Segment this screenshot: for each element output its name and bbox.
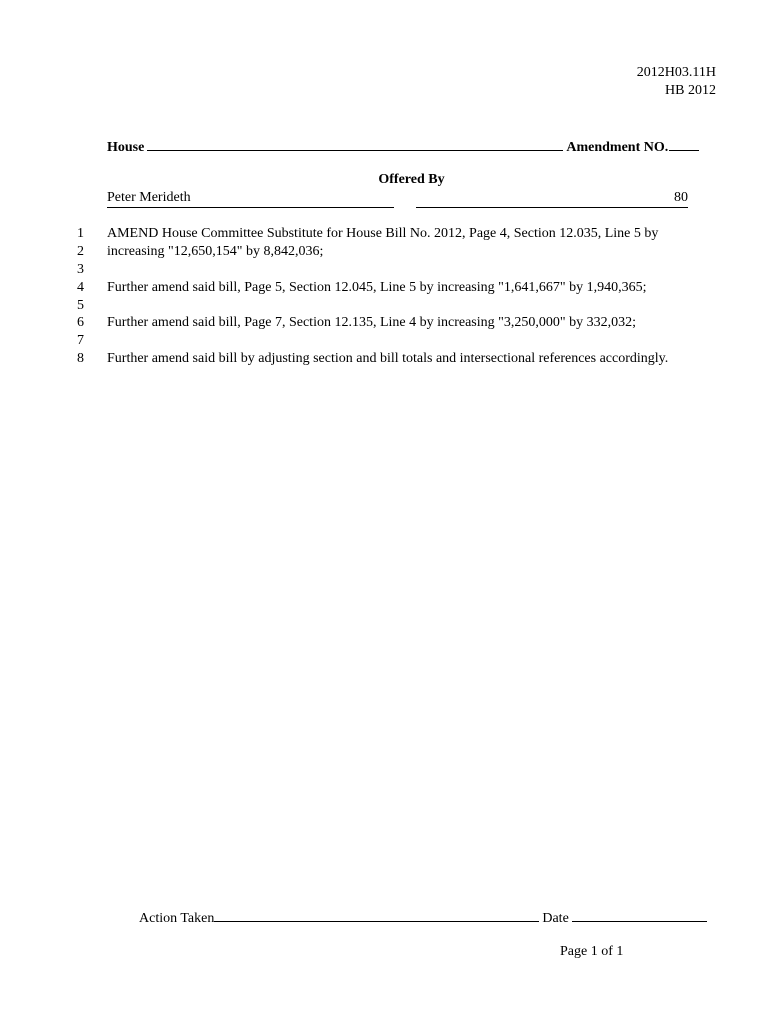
action-taken-line: [139, 907, 707, 928]
amendment-line: Further amend said bill by adjusting section and bill totals and intersectional references accordingly.: [107, 351, 669, 366]
offered-by-label: Offered By: [378, 172, 445, 187]
action-taken-blank: [214, 907, 539, 922]
amendment-header-line: [107, 136, 699, 157]
amendment-line: increasing "12,650,154" by 8,842,036;: [107, 244, 324, 259]
line-number: 5: [77, 298, 84, 313]
house-label: House: [107, 140, 145, 155]
line-number: 6: [77, 315, 84, 330]
sponsor-name: Peter Merideth: [107, 189, 394, 208]
line-number: 3: [77, 262, 84, 277]
amendment-number-blank: [669, 136, 699, 151]
date-blank: [572, 907, 707, 922]
document-id: 2012H03.11H: [636, 65, 716, 80]
line-number: 4: [77, 280, 84, 295]
page-number: Page 1 of 1: [560, 944, 624, 959]
line-number: 2: [77, 244, 84, 259]
sponsor-district: 80: [416, 189, 688, 208]
amendment-line: AMEND House Committee Substitute for House Bill No. 2012, Page 4, Section 12.035, Line 5 by: [107, 226, 659, 241]
house-blank-line: [147, 136, 563, 151]
bill-number: HB 2012: [665, 83, 716, 98]
line-number: 8: [77, 351, 84, 366]
amendment-line: Further amend said bill, Page 7, Section 12.135, Line 4 by increasing "3,250,000" by 332,032;: [107, 315, 636, 330]
amendment-line: Further amend said bill, Page 5, Section 12.045, Line 5 by increasing "1,641,667" by 1,940,365;: [107, 280, 647, 295]
amendment-number-label: Amendment NO.: [566, 140, 669, 155]
action-taken-label: Action Taken: [139, 911, 215, 926]
line-number: 7: [77, 333, 84, 348]
date-label: Date: [542, 911, 569, 926]
line-number: 1: [77, 226, 84, 241]
